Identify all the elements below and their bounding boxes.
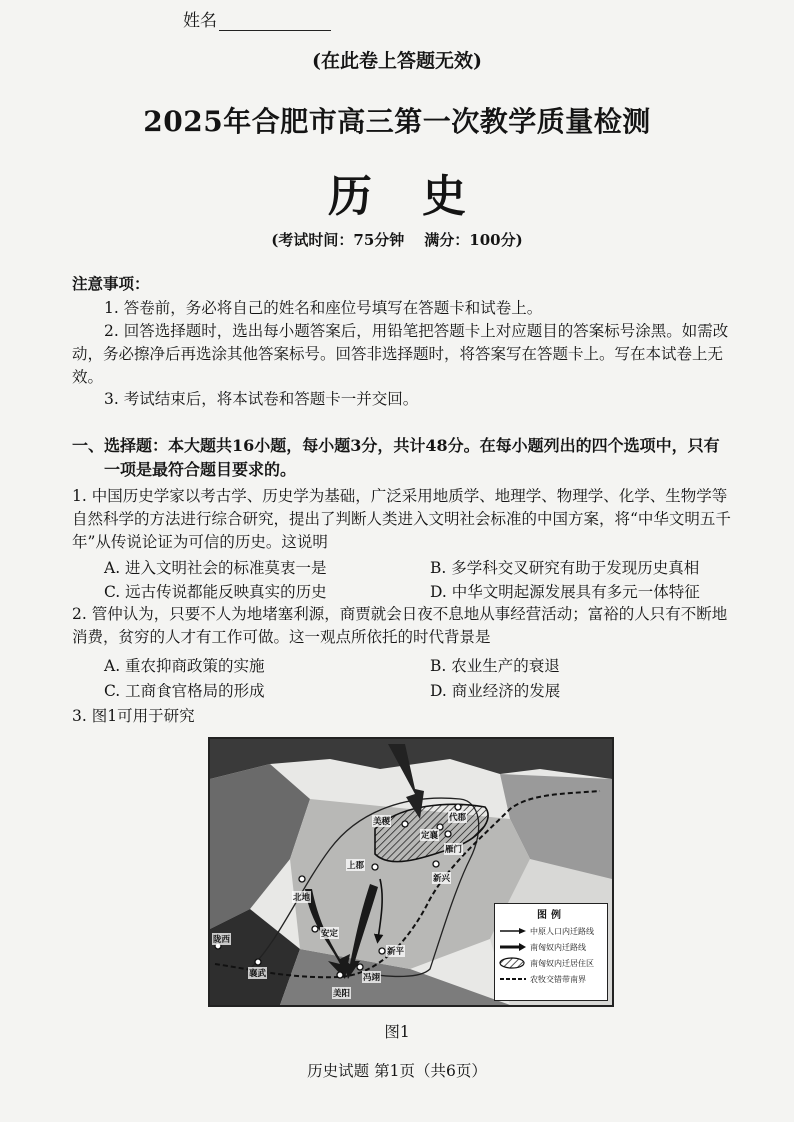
place-anding: 安定: [321, 929, 339, 939]
figure-1-map: [208, 737, 614, 1007]
place-meiyang: 美阳: [333, 989, 351, 999]
exam-score: 满分：100分): [424, 231, 523, 249]
legend-label-3: 南匈奴内迁居住区: [530, 958, 594, 968]
place-yanmen: 雁门: [445, 845, 463, 855]
city-dot-xinping: [379, 948, 385, 954]
city-dot-meiji: [402, 821, 408, 827]
question-2-stem: 2. 管仲认为，只要不人为地堵塞利源，商贾就会日夜不息地从事经营活动；富裕的人只有不断地消费，贫穷的人才有工作可做。这一观点所依托的时代背景是: [72, 605, 728, 646]
exam-time: (考试时间：75分钟: [271, 231, 405, 249]
question-2-option-c: C. 工商食官格局的形成: [104, 682, 265, 700]
city-dot-xiangwu: [255, 959, 261, 965]
city-dot-daijun: [455, 804, 461, 810]
section-line-1: 一、选择题：本大题共16小题，每小题3分，共计48分。在每小题列出的四个选项中，只有: [72, 436, 720, 455]
city-dot-meiyang: [337, 972, 343, 978]
place-xinxing: 新兴: [433, 874, 451, 884]
note-item-1: 1. 答卷前，务必将自己的姓名和座位号填写在答题卡和试卷上。: [104, 299, 543, 317]
legend-xiongnu-arrow-icon: [499, 943, 527, 951]
city-dot-shangjun: [372, 864, 378, 870]
legend-row-1: [499, 925, 607, 937]
city-dot-anding: [312, 926, 318, 932]
subject-title: 历史: [328, 171, 516, 222]
place-longxi: 陇西: [213, 935, 231, 945]
exam-info: [0, 229, 794, 250]
question-2-option-b: B. 农业生产的衰退: [430, 657, 560, 675]
invalid-notice: (在此卷上答题无效): [312, 50, 482, 72]
place-shangjun: 上郡: [347, 861, 365, 871]
name-blank: [219, 14, 331, 31]
notes-heading: 注意事项：: [72, 274, 150, 293]
legend-title: 图例: [537, 910, 565, 921]
name-field: [183, 6, 331, 31]
legend-hatched-area-icon: [499, 957, 527, 969]
legend-row-4: [499, 973, 607, 985]
page-footer: 历史试题 第1页（共6页）: [307, 1062, 487, 1080]
question-2-option-a: A. 重农抑商政策的实施: [104, 657, 265, 675]
legend-dashed-line-icon: [499, 975, 527, 983]
place-daijun: 代郡: [449, 813, 467, 823]
place-dingxiang: 定襄: [421, 831, 439, 841]
legend-row-3: [499, 957, 607, 969]
city-dot-beidi: [299, 876, 305, 882]
place-meiji: 美稷: [373, 817, 391, 827]
place-xinping: 新平: [387, 947, 405, 957]
legend-row-2: [499, 941, 607, 953]
place-xiangwu: 襄武: [249, 969, 267, 979]
map-legend: [494, 903, 608, 1001]
city-dot-fengyi: [357, 964, 363, 970]
legend-label-4: 农牧交错带南界: [530, 974, 586, 984]
legend-central-plains-arrow-icon: [499, 927, 527, 935]
city-dot-yanmen: [445, 831, 451, 837]
place-fengyi: 冯翊: [363, 973, 381, 983]
city-dot-xinxing: [433, 861, 439, 867]
question-1-stem: 1. 中国历史学家以考古学、历史学为基础，广泛采用地质学、地理学、物理学、化学、生物学等自然科学的方法进行综合研究，提出了判断人类进入文明社会标准的中国方案，将“中华文明五千年”从传说论证为可信的历史。这说明: [72, 487, 731, 551]
question-2-option-d: D. 商业经济的发展: [430, 682, 561, 700]
figure-caption: 图1: [384, 1023, 410, 1041]
name-label: 姓名: [183, 11, 217, 31]
place-beidi: 北地: [293, 893, 311, 903]
legend-label-2: 南匈奴内迁路线: [530, 942, 586, 952]
section-heading: [72, 434, 732, 482]
question-1-option-d: D. 中华文明起源发展具有多元一体特征: [430, 583, 700, 601]
section-line-2: 一项是最符合题目要求的。: [104, 460, 297, 479]
question-3-stem: 3. 图1可用于研究: [72, 707, 195, 725]
question-1-option-b: B. 多学科交叉研究有助于发现历史真相: [430, 559, 700, 577]
exam-title: 2025年合肥市高三第一次教学质量检测: [143, 105, 651, 138]
question-1-option-a: A. 进入文明社会的标准莫衷一是: [104, 559, 327, 577]
legend-label-1: 中原人口内迁路线: [530, 926, 594, 936]
note-item-2: 2. 回答选择题时，选出每小题答案后，用铅笔把答题卡上对应题目的答案标号涂黑。如需改动，务必擦净后再选涂其他答案标号。回答非选择题时，将答案写在答题卡上。写在本试卷上无效。: [72, 322, 729, 386]
question-1-option-c: C. 远古传说都能反映真实的历史: [104, 583, 327, 601]
note-item-3: 3. 考试结束后，将本试卷和答题卡一并交回。: [104, 390, 419, 408]
